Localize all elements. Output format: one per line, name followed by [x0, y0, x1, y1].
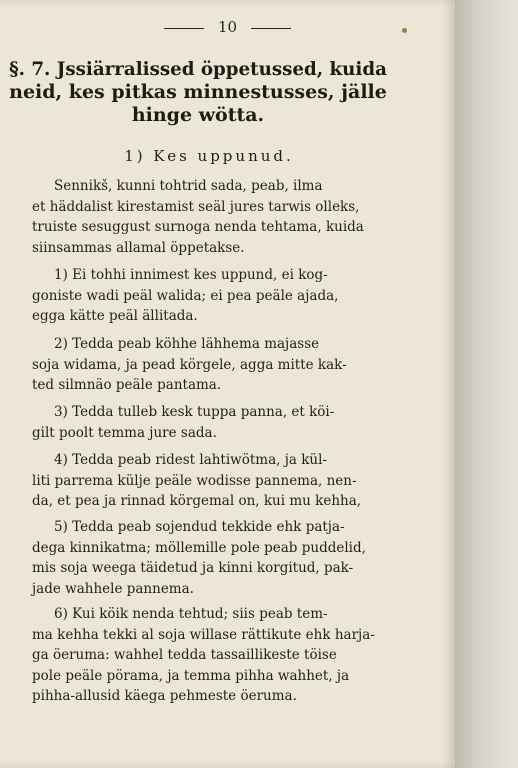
paragraph-1: [32, 265, 378, 327]
paragraph-line: 1) Ei tohhi innimest kes uppund, ei kog-: [54, 267, 328, 283]
page-number: 10: [217, 18, 238, 36]
paragraph-6: [32, 604, 378, 707]
paragraph-line: gilt poolt temma jure sada.: [32, 424, 217, 441]
paragraph-line: da, et pea ja rinnad körgemal on, kui mu kehha,: [32, 493, 362, 509]
paragraph-line: 3) Tedda tulleb kesk tuppa panna, et köi-: [54, 404, 335, 420]
paragraph-line: 4) Tedda peab ridest lahtiwötma, ja kül-: [54, 452, 327, 468]
paragraph-line: pihha-allusid käega pehmeste öeruma.: [32, 688, 297, 704]
paragraph-line: mis soja weega täidetud ja kinni korgitud, pak-: [32, 560, 354, 576]
paragraph-line: pole peäle pörama, ja temma pihha wahhet, ja: [32, 667, 350, 684]
paragraph-line: siinsammas allamal öppetakse.: [32, 239, 245, 256]
paragraph-line: jade wahhele pannema.: [32, 580, 194, 597]
paragraph-2: [32, 334, 378, 396]
paragraph-line: Sennikš, kunni tohtrid sada, peab, ilma: [54, 178, 323, 194]
paragraph-line: et häddalist kirestamist seäl jures tarwis olleks,: [32, 198, 360, 215]
paragraph-line: goniste wadi peäl walida; ei pea peäle ajada,: [32, 287, 339, 304]
paragraph-line: ma kehha tekki al soja willase rättikute ehk harja-: [32, 626, 375, 643]
title-line: hinge wötta.: [131, 104, 265, 126]
paragraph-line: ga öeruma: wahhel tedda tassaillikeste töise: [32, 647, 337, 663]
header-rule-right: [251, 28, 291, 29]
paragraph-line: 2) Tedda peab köhhe lähhema majasse: [54, 336, 320, 352]
paragraph-line: ted silmnäo peäle pantama.: [32, 377, 222, 393]
next-page-edge: [455, 0, 518, 768]
page-header: [0, 18, 455, 36]
subheading: 1) Kes uppunud.: [124, 147, 294, 165]
paragraph-line: truiste sesuggust surnoga nenda tehtama, kuida: [32, 219, 364, 235]
paragraph-5: [32, 517, 378, 599]
paragraph-line: liti parrema külje peäle wodisse pannema, nen-: [32, 472, 357, 489]
paragraph-line: 5) Tedda peab sojendud tekkide ehk patja-: [54, 519, 345, 535]
paragraph-line: 6) Kui köik nenda tehtud; siis peab tem-: [54, 606, 328, 622]
paragraph-intro: [32, 176, 378, 258]
header-rule-left: [164, 28, 204, 29]
paragraph-4: [32, 450, 378, 512]
section-title: [8, 58, 388, 127]
title-line: neid, kes pitkas minnestusses, jälle: [9, 81, 387, 103]
paragraph-line: egga kätte peäl ällitada.: [32, 308, 198, 324]
paragraph-line: soja widama, ja pead körgele, agga mitte kak-: [32, 356, 347, 373]
title-line: §. 7. Jssiärralissed öppetussed, kuida: [9, 59, 387, 80]
paragraph-line: dega kinnikatma; möllemille pole peab puddelid,: [32, 539, 366, 556]
paragraph-3: [32, 402, 378, 443]
